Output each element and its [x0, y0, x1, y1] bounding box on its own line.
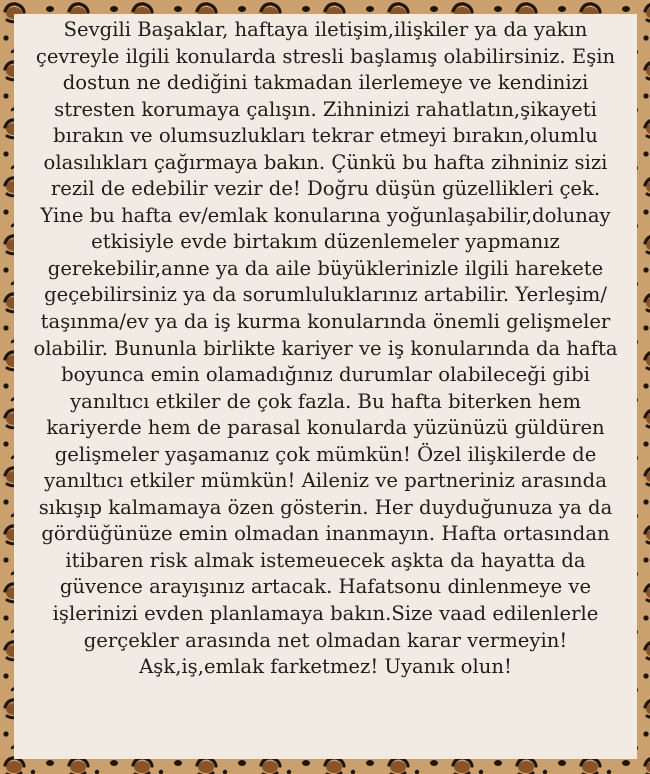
- text-line: kariyerde hem de parasal konularda yüzünüzü güldüren: [46, 416, 605, 440]
- text-card: [14, 14, 637, 759]
- text-line: bırakın ve olumsuzlukları tekrar etmeyi bırakın,olumlu: [53, 124, 598, 148]
- text-line: stresten korumaya çalışın. Zihninizi rahatlatın,şikayeti: [54, 97, 597, 121]
- text-line: taşınma/ev ya da iş kurma konularında önemli gelişmeler: [40, 310, 611, 334]
- text-line: Yine bu hafta ev/emlak konularına yoğunlaşabilir,dolunay: [40, 203, 611, 227]
- text-line: olabilir. Bununla birlikte kariyer ve iş konularında da hafta: [33, 336, 618, 360]
- text-line: yanıltıcı etkiler mümkün! Aileniz ve partneriniz arasında: [44, 469, 607, 493]
- text-line: çevreyle ilgili konularda stresli başlamış olabilirsiniz. Eşin: [35, 44, 616, 68]
- text-line: güvence arayışınız artacak. Hafatsonu dinlenmeye ve: [59, 575, 592, 599]
- text-line: olasılıkları çağırmaya bakın. Çünkü bu hafta zihniniz sizi: [43, 150, 608, 174]
- text-line: rezil de edebilir vezir de! Doğru düşün güzellikleri çek.: [50, 177, 601, 201]
- text-line: gerekebilir,anne ya da aile büyüklerinizle ilgili harekete: [47, 256, 604, 280]
- text-line: boyunca emin olamadığınız durumlar olabileceği gibi: [61, 363, 590, 387]
- text-line: işlerinizi evden planlamaya bakın.Size vaad edilenlerle: [52, 602, 599, 626]
- text-line: gerçekler arasında net olmadan karar vermeyin!: [83, 628, 568, 652]
- text-line: sıkışıp kalmamaya özen gösterin. Her duyduğunuza ya da: [38, 495, 613, 519]
- text-line: Sevgili Başaklar, haftaya iletişim,ilişkiler ya da yakın: [63, 18, 588, 41]
- text-line: etkisiyle evde birtakım düzenlemeler yapmanız: [91, 230, 560, 254]
- text-line: dostun ne dediğini takmadan ilerlemeye ve kendinizi: [62, 71, 589, 95]
- horoscope-text: [20, 17, 631, 681]
- text-line: gördüğünüze emin olmadan inanmayın. Hafta ortasından: [41, 522, 610, 546]
- text-line: itibaren risk almak istemeuecek aşkta da hayatta da: [65, 548, 586, 572]
- text-line: Aşk,iş,emlak farketmez! Uyanık olun!: [139, 655, 512, 679]
- text-line: yanıltıcı etkiler de çok fazla. Bu hafta biterken hem: [70, 389, 581, 413]
- text-line: gelişmeler yaşamanız çok mümkün! Özel ilişkilerde de: [54, 442, 597, 466]
- text-line: geçebilirsiniz ya da sorumluluklarınız artabilir. Yerleşim/: [44, 283, 607, 307]
